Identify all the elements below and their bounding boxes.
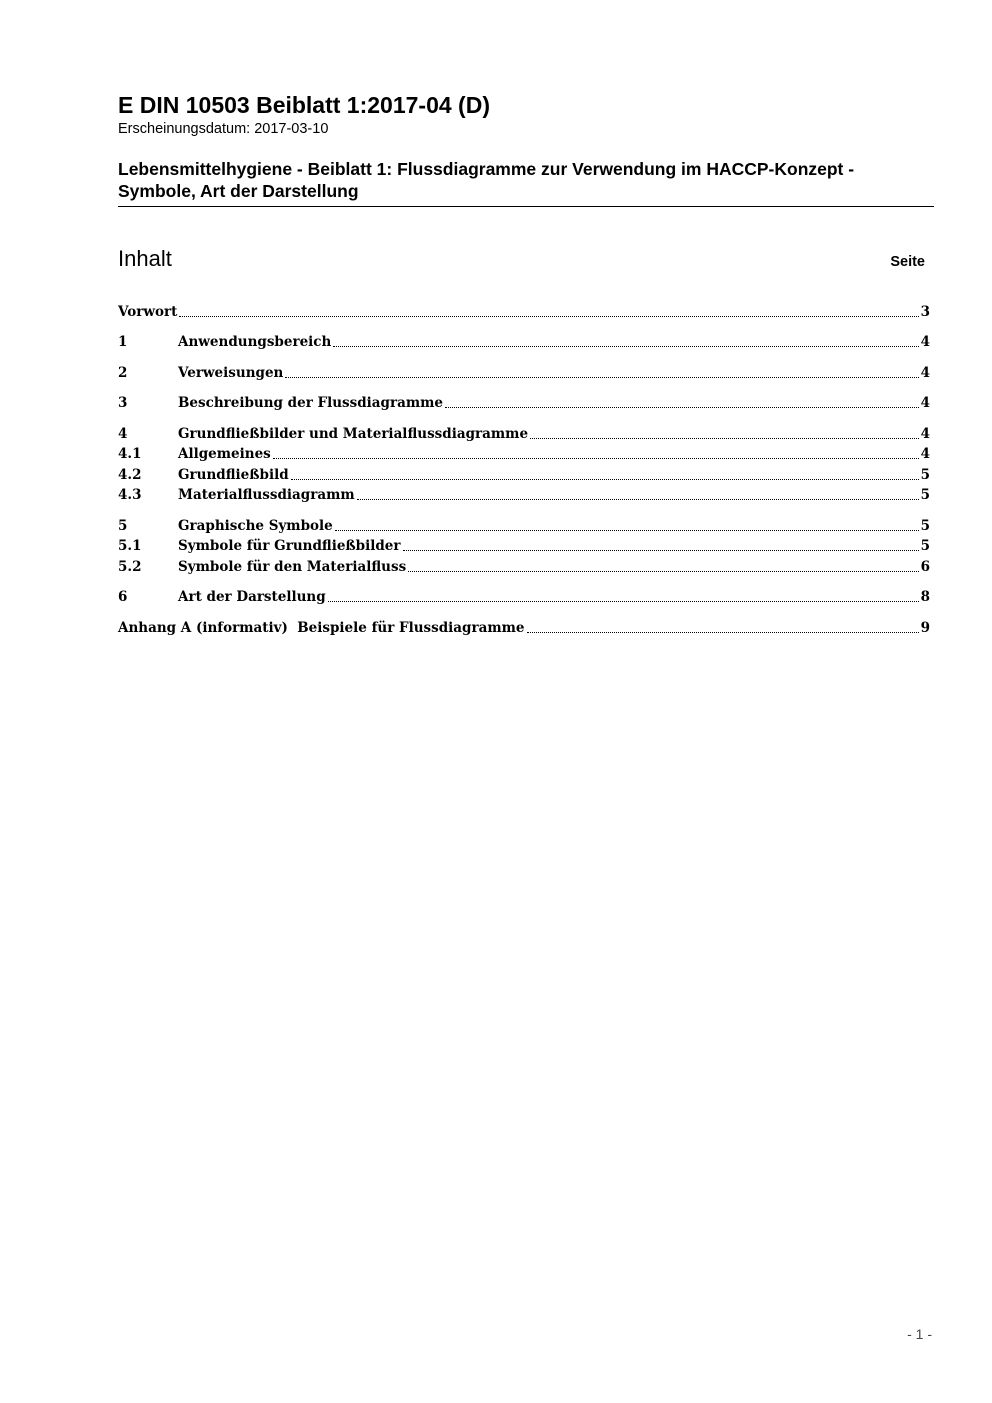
toc-dot-leader xyxy=(403,550,919,551)
toc-entry-page: 5 xyxy=(920,487,930,503)
toc-entry-label: Symbole für den Materialfluss xyxy=(178,559,407,575)
toc-entry-2[interactable] xyxy=(118,363,930,383)
toc-dot-leader xyxy=(333,346,918,347)
toc-entry-number: 5 xyxy=(118,518,128,534)
toc-entry-number: 4.2 xyxy=(118,467,142,483)
toc-entry-number: 4.3 xyxy=(118,487,142,503)
toc-entry-5[interactable] xyxy=(118,516,930,536)
toc-entry-number: 3 xyxy=(118,395,128,411)
toc-heading: Inhalt xyxy=(118,246,172,271)
toc-entry-page: 5 xyxy=(920,467,930,483)
toc-entry-number: 2 xyxy=(118,365,128,381)
toc-entry-label: Vorwort xyxy=(118,304,178,320)
toc-entry-5-1[interactable] xyxy=(118,536,930,556)
toc-dot-leader xyxy=(273,458,919,459)
toc-dot-leader xyxy=(179,316,918,317)
toc-entry-number: 6 xyxy=(118,589,128,605)
toc-dot-leader xyxy=(291,479,919,480)
toc-entry-page: 9 xyxy=(920,620,930,636)
toc-entry-label: Anhang A (informativ) Beispiele für Flussdiagramme xyxy=(118,620,525,636)
toc-entry-number: 4 xyxy=(118,426,128,442)
toc-entry-label: Anwendungsbereich xyxy=(178,334,332,350)
toc-entry-page: 4 xyxy=(920,365,930,381)
toc-dot-leader xyxy=(357,499,919,500)
title-divider xyxy=(118,206,934,207)
toc-entry-1[interactable] xyxy=(118,332,930,352)
toc-entry-label: Grundfließbild xyxy=(178,467,289,483)
toc-entry-page: 4 xyxy=(920,395,930,411)
toc-dot-leader xyxy=(408,571,918,572)
toc-entry-label: Symbole für Grundfließbilder xyxy=(178,538,401,554)
toc-entry-page: 4 xyxy=(920,426,930,442)
toc-entry-vorwort[interactable] xyxy=(118,302,930,322)
toc-entry-3[interactable] xyxy=(118,393,930,413)
toc-entry-4-1[interactable] xyxy=(118,444,930,464)
toc-entry-label: Art der Darstellung xyxy=(178,589,326,605)
document-subtitle: Lebensmittelhygiene - Beiblatt 1: Flussdiagramme zur Verwendung im HACCP-Konzept - Symbole, Art der Darstellung xyxy=(118,159,855,201)
toc-entry-page: 4 xyxy=(920,334,930,350)
toc-dot-leader xyxy=(285,377,918,378)
toc-dot-leader xyxy=(445,407,919,408)
toc-entry-page: 3 xyxy=(920,304,930,320)
publication-date: Erscheinungsdatum: 2017-03-10 xyxy=(118,121,329,137)
toc-dot-leader xyxy=(530,438,919,439)
toc-entry-4-3[interactable] xyxy=(118,485,930,505)
toc-entry-page: 6 xyxy=(920,559,930,575)
toc-entry-label: Allgemeines xyxy=(178,446,271,462)
toc-entry-number: 5.2 xyxy=(118,559,142,575)
toc-dot-leader xyxy=(328,601,919,602)
toc-entry-label: Materialflussdiagramm xyxy=(178,487,355,503)
toc-entry-label: Beschreibung der Flussdiagramme xyxy=(178,395,444,411)
toc-entry-number: 5.1 xyxy=(118,538,142,554)
toc-entry-page: 5 xyxy=(920,538,930,554)
toc-dot-leader xyxy=(335,530,919,531)
document-title: E DIN 10503 Beiblatt 1:2017-04 (D) xyxy=(118,92,490,118)
toc-entry-number: 1 xyxy=(118,334,128,350)
toc-entry-4-2[interactable] xyxy=(118,465,930,485)
toc-entry-label: Graphische Symbole xyxy=(178,518,333,534)
toc-entry-label: Grundfließbilder und Materialflussdiagramme xyxy=(178,426,529,442)
toc-entry-5-2[interactable] xyxy=(118,557,930,577)
toc-entry-page: 4 xyxy=(920,446,930,462)
toc-dot-leader xyxy=(527,632,919,633)
toc-entry-page: 5 xyxy=(920,518,930,534)
toc-page-column-heading: Seite xyxy=(890,254,925,270)
toc-entry-number: 4.1 xyxy=(118,446,142,462)
toc-entry-page: 8 xyxy=(920,589,930,605)
toc-entry-label: Verweisungen xyxy=(178,365,284,381)
page-number: - 1 - xyxy=(907,1326,932,1342)
toc-entry-4[interactable] xyxy=(118,424,930,444)
toc-entry-6[interactable] xyxy=(118,587,930,607)
toc-entry-annex-a[interactable] xyxy=(118,618,930,638)
